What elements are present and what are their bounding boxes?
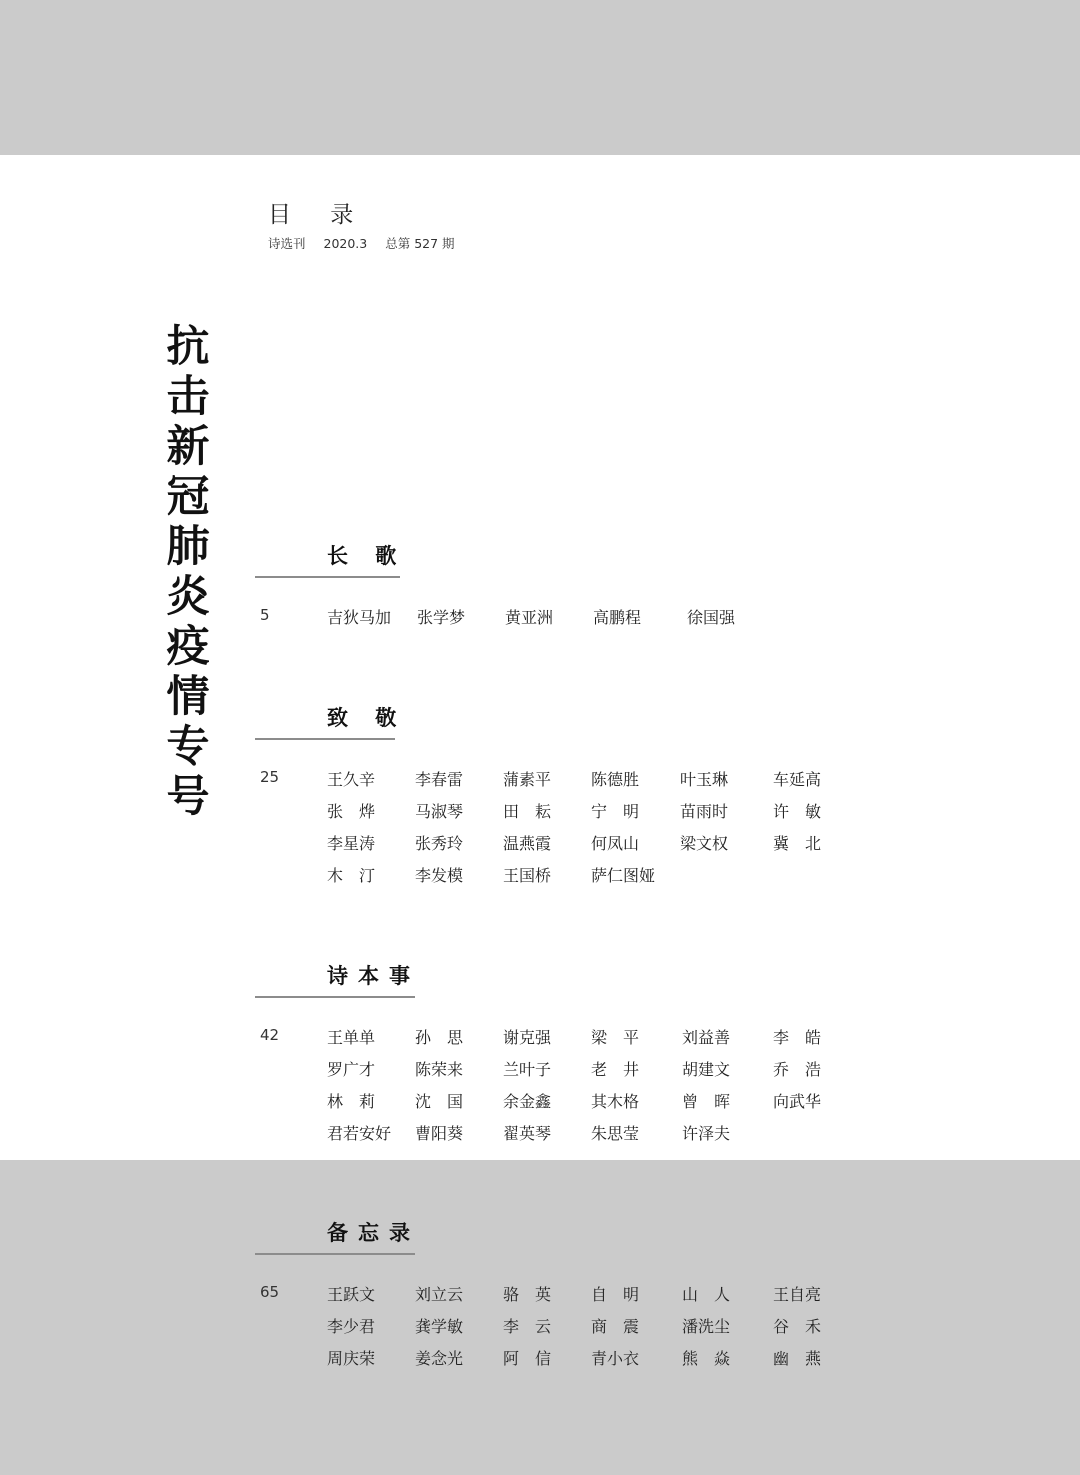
title-char: 新 xyxy=(166,422,210,472)
author-name[interactable]: 黄亚洲 xyxy=(505,608,554,627)
author-name[interactable]: 商 震 xyxy=(591,1317,640,1336)
page-number: 42 xyxy=(260,1026,280,1044)
author-name[interactable]: 蒲素平 xyxy=(503,770,552,789)
author-name[interactable]: 冀 北 xyxy=(773,834,822,853)
author-name[interactable]: 李 皓 xyxy=(773,1028,822,1047)
author-row xyxy=(255,767,895,799)
author-row xyxy=(255,1089,895,1121)
author-name[interactable]: 余金鑫 xyxy=(503,1092,552,1111)
author-name[interactable]: 阿 信 xyxy=(503,1349,552,1368)
section-beiwanglu xyxy=(255,1217,895,1368)
author-name[interactable]: 龚学敏 xyxy=(415,1317,464,1336)
title-char: 冠 xyxy=(166,472,210,522)
author-name[interactable]: 刘益善 xyxy=(682,1028,731,1047)
section-header xyxy=(255,702,895,746)
title-char: 肺 xyxy=(166,522,210,572)
author-name[interactable]: 罗广才 xyxy=(327,1060,376,1079)
author-name[interactable]: 陈荣来 xyxy=(415,1060,464,1079)
author-row xyxy=(255,605,895,637)
issue-date: 2020.3 xyxy=(323,236,368,251)
author-name[interactable]: 君若安好 xyxy=(327,1124,392,1143)
author-name[interactable]: 马淑琴 xyxy=(415,802,464,821)
author-name[interactable]: 高鹏程 xyxy=(593,608,642,627)
author-row xyxy=(255,1025,895,1057)
author-name[interactable]: 李 云 xyxy=(503,1317,552,1336)
author-name[interactable]: 周庆荣 xyxy=(327,1349,376,1368)
page-number: 5 xyxy=(260,606,270,624)
author-name[interactable]: 朱思莹 xyxy=(591,1124,640,1143)
author-name[interactable]: 孙 思 xyxy=(415,1028,464,1047)
page-number: 65 xyxy=(260,1283,280,1301)
author-name[interactable]: 向武华 xyxy=(773,1092,822,1111)
title-char: 炎 xyxy=(166,572,210,622)
title-char: 号 xyxy=(166,772,210,822)
author-name[interactable]: 李发模 xyxy=(415,866,464,885)
section-zhijing xyxy=(255,702,895,885)
author-list xyxy=(255,1025,895,1153)
author-row xyxy=(255,1282,895,1314)
author-name[interactable]: 温燕霞 xyxy=(503,834,552,853)
title-char: 专 xyxy=(166,722,210,772)
author-name[interactable]: 刘立云 xyxy=(415,1285,464,1304)
section-changge xyxy=(255,540,895,627)
section-underline xyxy=(255,1253,415,1255)
author-name[interactable]: 梁文权 xyxy=(680,834,729,853)
author-name[interactable]: 山 人 xyxy=(682,1285,731,1304)
section-header xyxy=(255,1217,895,1261)
author-row xyxy=(255,799,895,831)
section-title: 长 歌 xyxy=(327,543,407,568)
author-list xyxy=(255,767,895,895)
author-name[interactable]: 姜念光 xyxy=(415,1349,464,1368)
author-name[interactable]: 胡建文 xyxy=(682,1060,731,1079)
title-char: 抗 xyxy=(166,322,210,372)
author-name[interactable]: 李星涛 xyxy=(327,834,376,853)
section-header xyxy=(255,960,895,1004)
author-name[interactable]: 谷 禾 xyxy=(773,1317,822,1336)
section-header xyxy=(255,540,895,584)
special-issue-title xyxy=(160,322,216,822)
page-number: 25 xyxy=(260,768,280,786)
author-name[interactable]: 张学梦 xyxy=(417,608,466,627)
author-name[interactable]: 谢克强 xyxy=(503,1028,552,1047)
author-name[interactable]: 其木格 xyxy=(591,1092,640,1111)
section-underline xyxy=(255,996,415,998)
author-name[interactable]: 木 汀 xyxy=(327,866,376,885)
author-name[interactable]: 许 敏 xyxy=(773,802,822,821)
author-name[interactable]: 李春雷 xyxy=(415,770,464,789)
author-name[interactable]: 曾 晖 xyxy=(682,1092,731,1111)
author-name[interactable]: 何凤山 xyxy=(591,834,640,853)
journal-name: 诗选刊 xyxy=(268,236,306,251)
author-name[interactable]: 宁 明 xyxy=(591,802,640,821)
author-row xyxy=(255,1346,895,1378)
title-char: 疫 xyxy=(166,622,210,672)
author-name[interactable]: 兰叶子 xyxy=(503,1060,552,1079)
author-list xyxy=(255,605,895,637)
author-name[interactable]: 王久辛 xyxy=(327,770,376,789)
author-name[interactable]: 叶玉琳 xyxy=(680,770,729,789)
author-name[interactable]: 梁 平 xyxy=(591,1028,640,1047)
author-name[interactable]: 许泽夫 xyxy=(682,1124,731,1143)
author-name[interactable]: 王跃文 xyxy=(327,1285,376,1304)
section-title: 致 敬 xyxy=(327,705,407,730)
author-name[interactable]: 乔 浩 xyxy=(773,1060,822,1079)
title-char: 情 xyxy=(166,672,210,722)
author-name[interactable]: 陈德胜 xyxy=(591,770,640,789)
author-name[interactable]: 王国桥 xyxy=(503,866,552,885)
author-name[interactable]: 王自亮 xyxy=(773,1285,822,1304)
author-row xyxy=(255,863,895,895)
author-name[interactable]: 苗雨时 xyxy=(680,802,729,821)
author-name[interactable]: 曹阳葵 xyxy=(415,1124,464,1143)
author-name[interactable]: 车延高 xyxy=(773,770,822,789)
author-name[interactable]: 幽 燕 xyxy=(773,1349,822,1368)
author-row xyxy=(255,1121,895,1153)
section-title: 备忘录 xyxy=(327,1220,420,1245)
author-name[interactable]: 萨仁图娅 xyxy=(591,866,656,885)
section-title: 诗本事 xyxy=(327,963,420,988)
author-name[interactable]: 田 耘 xyxy=(503,802,552,821)
author-name[interactable]: 老 井 xyxy=(591,1060,640,1079)
author-name[interactable]: 潘洗尘 xyxy=(682,1317,731,1336)
top-gray-band xyxy=(0,0,1080,155)
issue-number: 总第 527 期 xyxy=(385,236,455,251)
title-char: 击 xyxy=(166,372,210,422)
section-shibenshi xyxy=(255,960,895,1143)
author-name[interactable]: 王单单 xyxy=(327,1028,376,1047)
author-row xyxy=(255,831,895,863)
author-name[interactable]: 林 莉 xyxy=(327,1092,376,1111)
author-name[interactable]: 张 烨 xyxy=(327,802,376,821)
section-underline xyxy=(255,576,400,578)
author-list xyxy=(255,1282,895,1378)
author-name[interactable]: 吉狄马加 xyxy=(327,608,392,627)
author-name[interactable]: 李少君 xyxy=(327,1317,376,1336)
author-name[interactable]: 自 明 xyxy=(591,1285,640,1304)
author-name[interactable]: 骆 英 xyxy=(503,1285,552,1304)
author-name[interactable]: 徐国强 xyxy=(687,608,736,627)
toc-title: 目 录 xyxy=(268,202,370,228)
author-name[interactable]: 翟英琴 xyxy=(503,1124,552,1143)
author-name[interactable]: 熊 焱 xyxy=(682,1349,731,1368)
author-name[interactable]: 张秀玲 xyxy=(415,834,464,853)
author-name[interactable]: 沈 国 xyxy=(415,1092,464,1111)
issue-info xyxy=(268,234,469,252)
author-row xyxy=(255,1314,895,1346)
author-name[interactable]: 青小衣 xyxy=(591,1349,640,1368)
section-underline xyxy=(255,738,395,740)
author-row xyxy=(255,1057,895,1089)
